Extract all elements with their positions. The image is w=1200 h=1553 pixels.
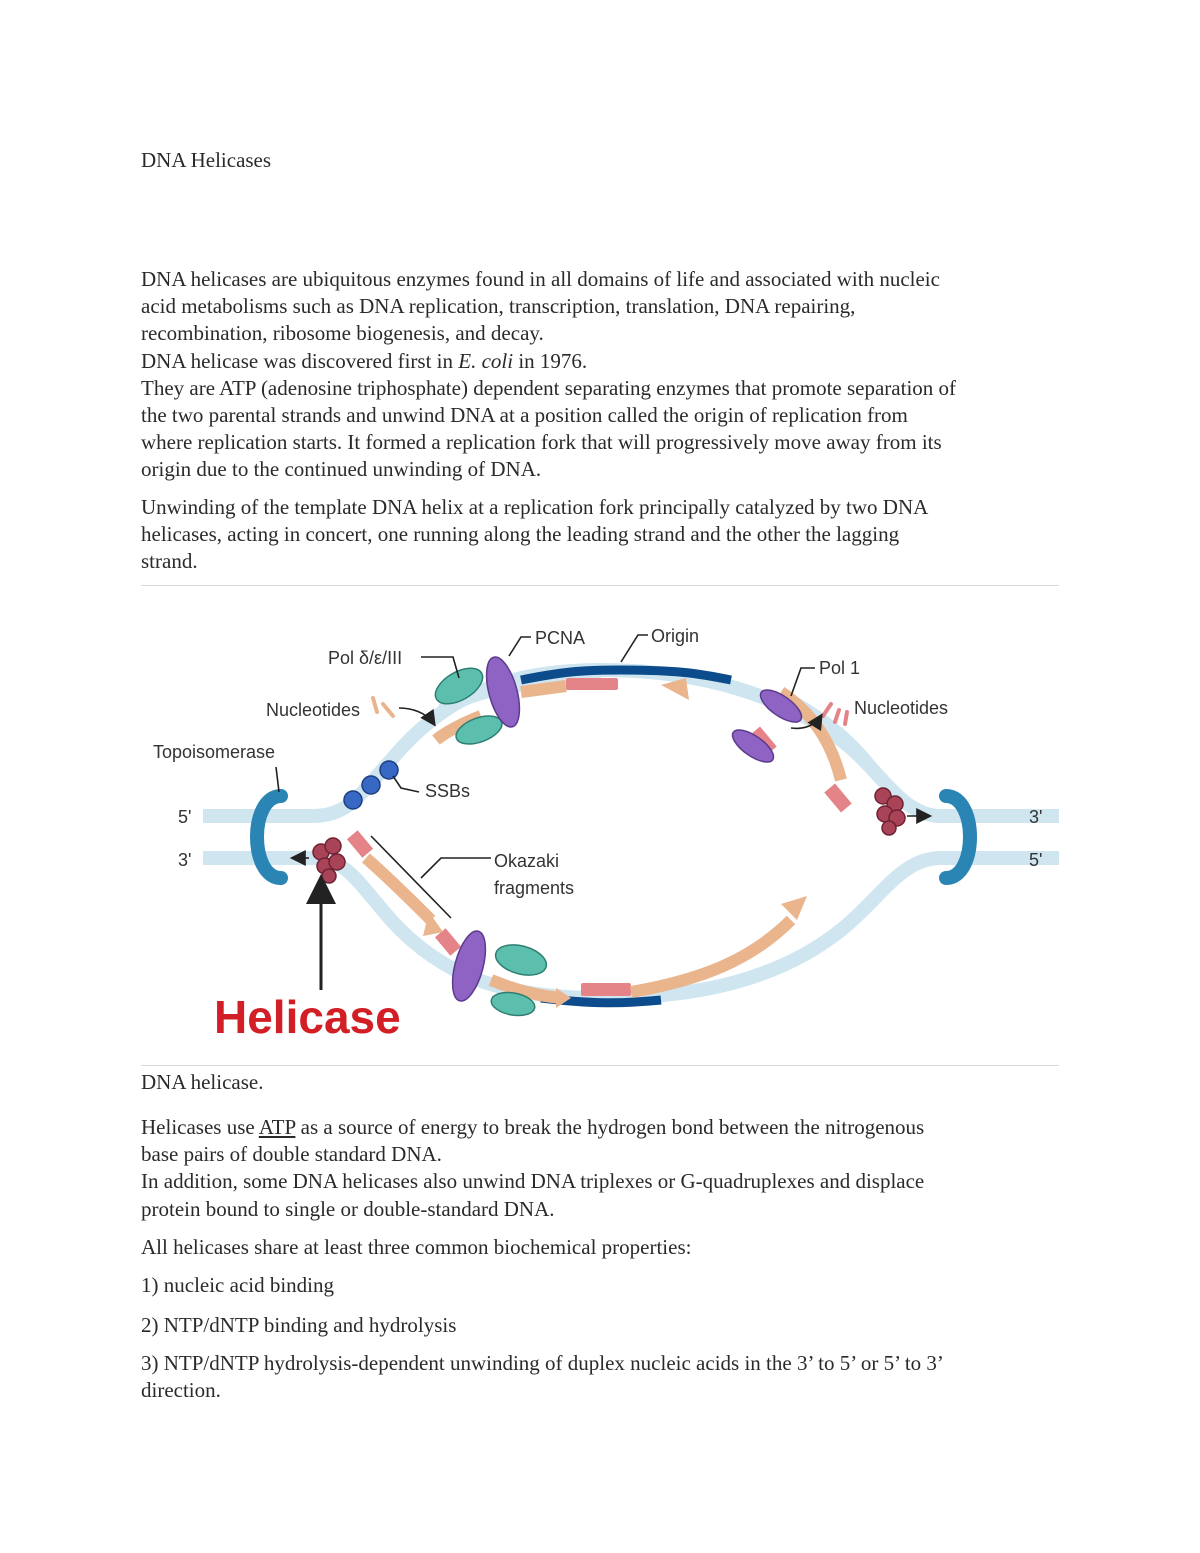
intro-paragraph: [141, 266, 1059, 484]
label-okazaki-2: fragments: [494, 878, 575, 898]
energy-paragraph: [141, 1114, 1059, 1223]
divider-bottom: [141, 1065, 1059, 1066]
primer-okazaki-1: [347, 830, 373, 857]
label-5prime-right: 5': [1029, 850, 1043, 870]
atp-line: They are ATP (adenosine triphosphate) dependent separating enzymes that promote separation of: [141, 375, 957, 400]
unwinding-paragraph: [141, 494, 1059, 576]
atp-line: where replication starts. It formed a replication fork that will progressively move away from its: [141, 430, 942, 455]
intro-line: recombination, ribosome biogenesis, and decay.: [141, 321, 544, 346]
addition-line: In addition, some DNA helicases also unwind DNA triplexes or G-quadruplexes and displace: [141, 1169, 925, 1194]
discovery-line: [141, 348, 1059, 375]
property-item-1: 1) nucleic acid binding: [141, 1273, 335, 1297]
label-topoisomerase: Topoisomerase: [153, 742, 276, 762]
properties-intro: All helicases share at least three common biochemical properties:: [141, 1235, 692, 1259]
unwinding-line: Unwinding of the template DNA helix at a replication fork principally catalyzed by two DNA: [141, 495, 929, 519]
replication-fork-diagram: [141, 600, 1059, 1056]
document-title: DNA Helicases: [141, 148, 272, 172]
addition-line: protein bound to single or double-standard DNA.: [141, 1196, 555, 1221]
energy-text: Helicases use: [141, 1115, 259, 1139]
ssbs: [344, 761, 398, 809]
label-nucleotides-right: Nucleotides: [854, 698, 949, 718]
atp-line: the two parental strands and unwind DNA at a position called the origin of replication from: [141, 403, 908, 428]
label-nucleotides-left: Nucleotides: [266, 700, 361, 720]
energy-line: base pairs of double standard DNA.: [141, 1142, 442, 1167]
discovery-year: in 1976.: [513, 348, 588, 373]
new-strand-top: [521, 686, 566, 692]
replication-fork-figure: [141, 600, 1059, 1056]
nucleotides-left-icon: [373, 698, 393, 716]
atp-link[interactable]: ATP: [258, 1115, 296, 1139]
property-line: 3) NTP/dNTP hydrolysis-dependent unwinding of duplex nucleic acids in the 3’ to 5’ or 5’ to 3’: [141, 1351, 944, 1375]
unwinding-line: strand.: [141, 549, 198, 574]
polymerase-complex-bottom: [446, 928, 550, 1019]
topoisomerase-left: [257, 796, 281, 878]
label-origin: Origin: [651, 626, 700, 646]
property-item-3: [141, 1350, 1059, 1404]
label-ssbs: SSBs: [425, 781, 471, 801]
primer-bottom: [581, 983, 631, 996]
label-3prime-left: 3': [178, 850, 192, 870]
label-pol1: Pol 1: [819, 658, 861, 678]
label-pol-delta: Pol δ/ε/III: [328, 648, 403, 668]
discovery-text: DNA helicase was discovered first in: [141, 348, 459, 373]
primer-right-2: [824, 784, 851, 813]
label-helicase: Helicase: [214, 991, 401, 1043]
property-line: direction.: [141, 1378, 221, 1403]
intro-line: DNA helicases are ubiquitous enzymes found in all domains of life and associated with nucleic: [141, 267, 940, 291]
organism-name: E. coli: [458, 348, 514, 373]
energy-text: as a source of energy to break the hydrogen bond between the nitrogenous: [295, 1115, 925, 1139]
energy-line: [141, 1114, 1059, 1141]
atp-line: origin due to the continued unwinding of DNA.: [141, 457, 542, 482]
primer-top: [566, 678, 618, 690]
property-item-2: 2) NTP/dNTP binding and hydrolysis: [141, 1313, 457, 1337]
leading-arrow-bottom: [781, 896, 807, 920]
label-3prime-right: 3': [1029, 807, 1043, 827]
intro-line: acid metabolisms such as DNA replication, transcription, translation, DNA repairing,: [141, 294, 856, 319]
label-okazaki-1: Okazaki: [494, 851, 560, 871]
arrow-right-top: [661, 678, 689, 700]
label-5prime-left: 5': [178, 807, 192, 827]
label-pcna: PCNA: [535, 628, 586, 648]
figure-caption: DNA helicase.: [141, 1070, 264, 1094]
divider-top: [141, 585, 1059, 586]
unwinding-line: helicases, acting in concert, one running along the leading strand and the other the lagging: [141, 522, 900, 547]
topoisomerase-right: [946, 796, 970, 878]
